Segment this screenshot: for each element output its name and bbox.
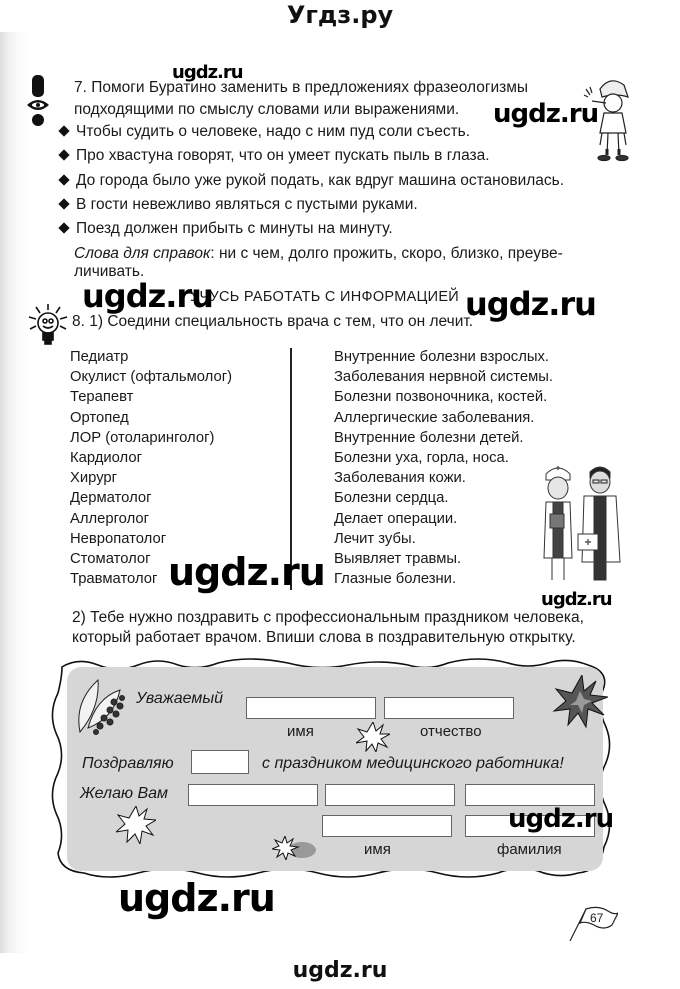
treatment-item[interactable]: Внутренние болезни взрослых. bbox=[334, 349, 549, 365]
site-footer-title: ugdz.ru bbox=[0, 953, 680, 989]
task7-hint-cont: личивать. bbox=[74, 263, 145, 280]
starburst-dark-icon bbox=[552, 675, 608, 731]
task8-part2-line1: 2) Тебе нужно поздравить с профессиональным праздником человека, bbox=[72, 609, 584, 626]
watermark: ugdz.ru bbox=[118, 876, 275, 920]
treatment-item[interactable]: Делает операции. bbox=[334, 510, 458, 527]
task7-instruction-line2: подходящими по смыслу словами или выражениями. bbox=[74, 101, 460, 118]
card-signature-name-caption: имя bbox=[364, 841, 391, 858]
treatment-item[interactable]: Болезни сердца. bbox=[334, 490, 449, 507]
exclamation-eye-icon bbox=[26, 75, 50, 127]
site-header-title: Угдз.ру bbox=[286, 1, 394, 29]
hint-words: : ни с чем, долго прожить, скоро, близко, преуве- bbox=[210, 245, 563, 262]
card-patronymic-caption: отчество bbox=[420, 723, 482, 740]
card-wish-field-2[interactable] bbox=[325, 784, 455, 806]
task7-instruction-line1: 7. Помоги Буратино заменить в предложениях фразеологизмы bbox=[74, 79, 529, 96]
watermark: ugdz.ru bbox=[82, 277, 213, 315]
watermark: ugdz.ru bbox=[465, 285, 596, 323]
task8-part1-instruction: 8. 1) Соедини специальность врача с тем, что он лечит. bbox=[72, 313, 474, 330]
starburst-small-icon bbox=[272, 836, 318, 860]
treatment-item[interactable]: Глазные болезни. bbox=[334, 571, 457, 588]
card-patronymic-field[interactable] bbox=[384, 697, 514, 719]
specialist-item[interactable]: Травматолог bbox=[70, 571, 158, 588]
specialist-item[interactable]: Хирург bbox=[70, 470, 118, 487]
diamond-bullet-icon bbox=[58, 222, 69, 233]
treatment-item[interactable]: Выявляет травмы. bbox=[334, 551, 462, 568]
card-wish-field-3[interactable] bbox=[465, 784, 595, 806]
treatment-item[interactable]: Заболевания нервной системы. bbox=[334, 369, 553, 386]
card-wish-label: Желаю Вам bbox=[80, 785, 168, 802]
treatment-item[interactable]: Заболевания кожи. bbox=[334, 470, 466, 487]
specialist-item[interactable]: Кардиолог bbox=[70, 450, 142, 467]
diamond-bullet-icon bbox=[58, 198, 69, 209]
watermark: ugdz.ru bbox=[172, 62, 243, 83]
card-name-field[interactable] bbox=[246, 697, 376, 719]
diamond-bullet-icon bbox=[58, 174, 69, 185]
treatments-list bbox=[334, 347, 553, 589]
task8-part2-line2: который работает врачом. Впиши слова в поздравительную открытку. bbox=[72, 629, 576, 646]
watermark: ugdz.ru bbox=[508, 804, 614, 834]
doctors-illustration bbox=[538, 462, 623, 586]
treatment-item[interactable]: Аллергические заболевания. bbox=[334, 409, 535, 426]
specialist-item[interactable]: Аллерголог bbox=[70, 510, 149, 527]
treatment-item[interactable]: Болезни уха, горла, носа. bbox=[334, 450, 509, 467]
treatment-item[interactable]: Болезни позвоночника, костей. bbox=[334, 389, 548, 406]
card-holiday-text: с праздником медицинского работника! bbox=[262, 755, 564, 772]
specialist-item[interactable]: Дерматолог bbox=[70, 490, 152, 507]
page-number: 67 bbox=[590, 911, 604, 925]
watermark: ugdz.ru bbox=[168, 550, 325, 594]
card-name-caption: имя bbox=[287, 723, 314, 740]
specialist-item[interactable]: Ортопед bbox=[70, 409, 129, 426]
card-congratulate-field[interactable] bbox=[191, 750, 249, 774]
diamond-bullet-icon bbox=[58, 125, 69, 136]
card-signature-surname-caption: фамилия bbox=[497, 841, 562, 858]
starburst-icon bbox=[356, 722, 390, 752]
starburst-icon bbox=[116, 806, 156, 844]
watermark: ugdz.ru bbox=[493, 99, 599, 129]
task7-sentence: Поезд должен прибыть с минуты на минуту. bbox=[58, 219, 393, 239]
card-signature-name-field[interactable] bbox=[322, 815, 452, 837]
card-greeting-label: Уважаемый bbox=[136, 690, 224, 707]
treatment-item[interactable]: Лечит зубы. bbox=[334, 530, 416, 547]
card-wish-field-1[interactable] bbox=[188, 784, 318, 806]
task7-sentence: Про хвастуна говорят, что он умеет пускать пыль в глаза. bbox=[58, 146, 490, 166]
task7-hint bbox=[74, 244, 563, 264]
task7-sentence: В гости невежливо являться с пустыми руками. bbox=[58, 195, 418, 215]
specialist-item[interactable]: Педиатр bbox=[70, 349, 129, 365]
task7-sentence: До города было уже рукой подать, как вдруг машина остановилась. bbox=[58, 171, 564, 191]
specialist-item[interactable]: Терапевт bbox=[70, 389, 134, 406]
lilac-branch-icon bbox=[74, 672, 136, 742]
specialist-item[interactable]: Невропатолог bbox=[70, 530, 167, 547]
specialist-item[interactable]: ЛОР (отоларинголог) bbox=[70, 429, 215, 446]
task7-sentence: Чтобы судить о человеке, надо с ним пуд соли съесть. bbox=[58, 122, 470, 142]
section-title: УЧУСЬ РАБОТАТЬ С ИНФОРМАЦИЕЙ bbox=[190, 289, 460, 305]
card-congratulate-label: Поздравляю bbox=[82, 755, 174, 772]
lightbulb-icon bbox=[28, 303, 68, 347]
specialist-item[interactable]: Стоматолог bbox=[70, 551, 151, 568]
watermark: ugdz.ru bbox=[541, 589, 612, 610]
diamond-bullet-icon bbox=[58, 149, 69, 160]
hint-label: Слова для справок bbox=[74, 245, 211, 262]
specialist-item[interactable]: Окулист (офтальмолог) bbox=[70, 369, 233, 386]
treatment-item[interactable]: Внутренние болезни детей. bbox=[334, 429, 524, 446]
